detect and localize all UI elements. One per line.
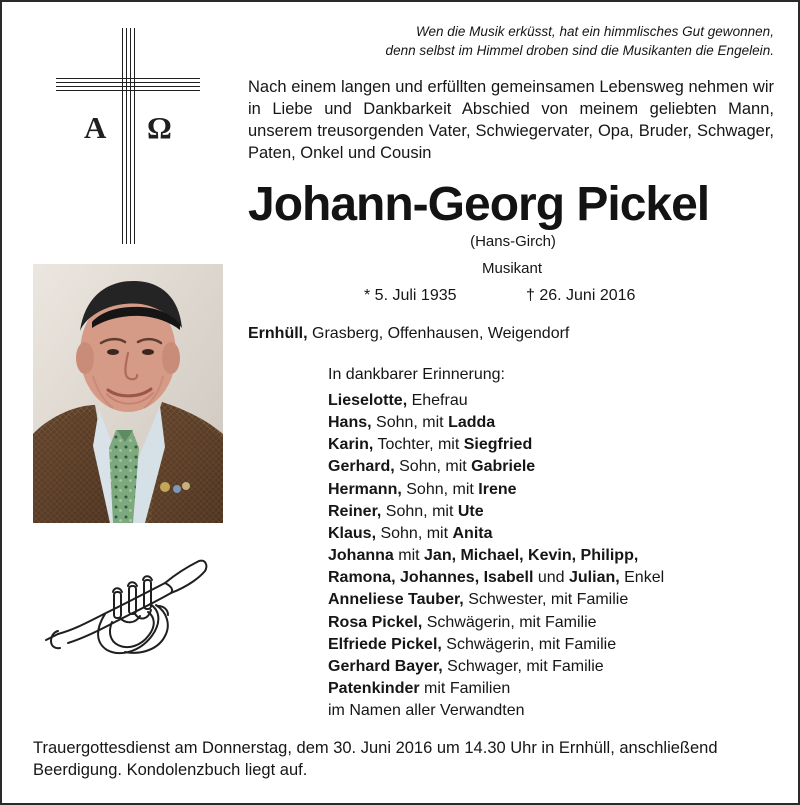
trumpet-icon <box>40 557 210 662</box>
mourner-text: Ehefrau <box>407 392 468 409</box>
mourner-text: Sohn, mit <box>381 502 458 520</box>
mourner-text: Sohn, mit <box>401 480 479 498</box>
mourner-line <box>328 479 758 501</box>
mourner-text: mit <box>393 547 425 565</box>
mourner-text: Schwägerin, mit Familie <box>422 613 597 631</box>
intro-text: Nach einem langen und erfüllten gemeinsamen Lebensweg nehmen wir in Liebe und Dankbarkeit Abschied von meinem geliebten Mann, unserem treusorgenden Vater, Schwiegervater, Opa, Bruder, Schwager, Paten, Onkel und Cousin <box>248 78 774 162</box>
mourner-line <box>328 545 758 567</box>
primary-place: Ernhüll, <box>248 325 308 342</box>
mourner-text: Hermann, <box>328 480 402 498</box>
mourner-text: Elfriede Pickel, <box>328 635 442 653</box>
mourner-text: und <box>533 569 569 587</box>
mourner-line <box>328 567 758 589</box>
deceased-nickname: (Hans-Girch) <box>470 233 556 250</box>
mourner-line <box>328 700 758 722</box>
cross-icon <box>56 28 200 244</box>
place-list <box>248 323 569 345</box>
mourner-text: Gerhard Bayer, <box>328 657 443 675</box>
portrait-photo <box>33 264 223 523</box>
deceased-occupation: Musikant <box>481 260 543 277</box>
mourner-text: Enkel <box>619 569 665 587</box>
mourner-text: Rosa Pickel, <box>328 613 423 631</box>
mourner-line <box>328 456 758 478</box>
mourner-text: Sohn, mit <box>394 458 472 476</box>
mourner-line <box>328 501 758 523</box>
mourner-line <box>328 390 758 412</box>
mourner-text: Lieselotte, <box>328 392 408 409</box>
mourner-text: Sohn, mit <box>376 524 453 542</box>
mourner-text: im Namen aller Verwandten <box>328 702 525 720</box>
mourner-text: Anita <box>452 524 493 542</box>
mourner-text: Gerhard, <box>328 458 395 476</box>
mourner-line <box>328 612 758 634</box>
verse-text: Wen die Musik erküsst, hat ein himmlisches Gut gewonnen, denn selbst im Himmel droben sind die Musikanten die Engelein. <box>385 24 774 58</box>
death-date: † 26. Juni 2016 <box>526 287 636 304</box>
mourner-text: Ladda <box>448 414 496 432</box>
mourner-text: Irene <box>478 480 517 498</box>
other-places: Grasberg, Offenhausen, Weigendorf <box>312 325 570 342</box>
mourner-text: Ramona, Johannes, Isabell <box>328 569 534 587</box>
deceased-name: Johann-Georg Pickel <box>248 178 710 231</box>
mourner-text: Anneliese Tauber, <box>328 591 464 609</box>
mourner-line <box>328 634 758 656</box>
alpha-symbol: A <box>84 110 107 145</box>
mourner-text: Johanna <box>328 547 394 565</box>
mourner-text: Hans, <box>328 414 372 432</box>
mourner-line <box>328 412 758 434</box>
memory-heading: In dankbarer Erinnerung: <box>328 366 505 383</box>
mourner-line <box>328 678 758 700</box>
service-details: Trauergottesdienst am Donnerstag, dem 30. Juni 2016 um 14.30 Uhr in Ernhüll, anschließend Beerdigung. Kondolenzbuch liegt auf. <box>33 739 718 779</box>
mourner-text: Schwester, mit Familie <box>463 591 629 609</box>
mourner-line <box>328 523 758 545</box>
mourner-text: Klaus, <box>328 524 377 542</box>
mourner-text: Ute <box>457 502 484 520</box>
mourner-line <box>328 656 758 678</box>
omega-symbol: Ω <box>147 110 172 145</box>
mourner-text: Julian, <box>569 569 620 587</box>
mourner-line <box>328 434 758 456</box>
mourner-text: Schwager, mit Familie <box>442 657 604 675</box>
mourner-line <box>328 589 758 611</box>
mourner-text: Patenkinder <box>328 680 420 698</box>
mourner-text: Jan, Michael, Kevin, Philipp, <box>424 547 639 565</box>
mourner-text: mit Familien <box>419 680 511 698</box>
mourner-text: Siegfried <box>463 436 533 454</box>
mourner-text: Tochter, mit <box>373 436 464 454</box>
mourner-text: Sohn, mit <box>371 414 449 432</box>
mourners-list <box>328 390 758 722</box>
mourner-text: Reiner, <box>328 502 382 520</box>
mourner-text: Karin, <box>328 436 374 454</box>
mourner-text: Gabriele <box>471 458 536 476</box>
birth-date: * 5. Juli 1935 <box>364 287 457 304</box>
mourner-text: Schwägerin, mit Familie <box>441 635 617 653</box>
